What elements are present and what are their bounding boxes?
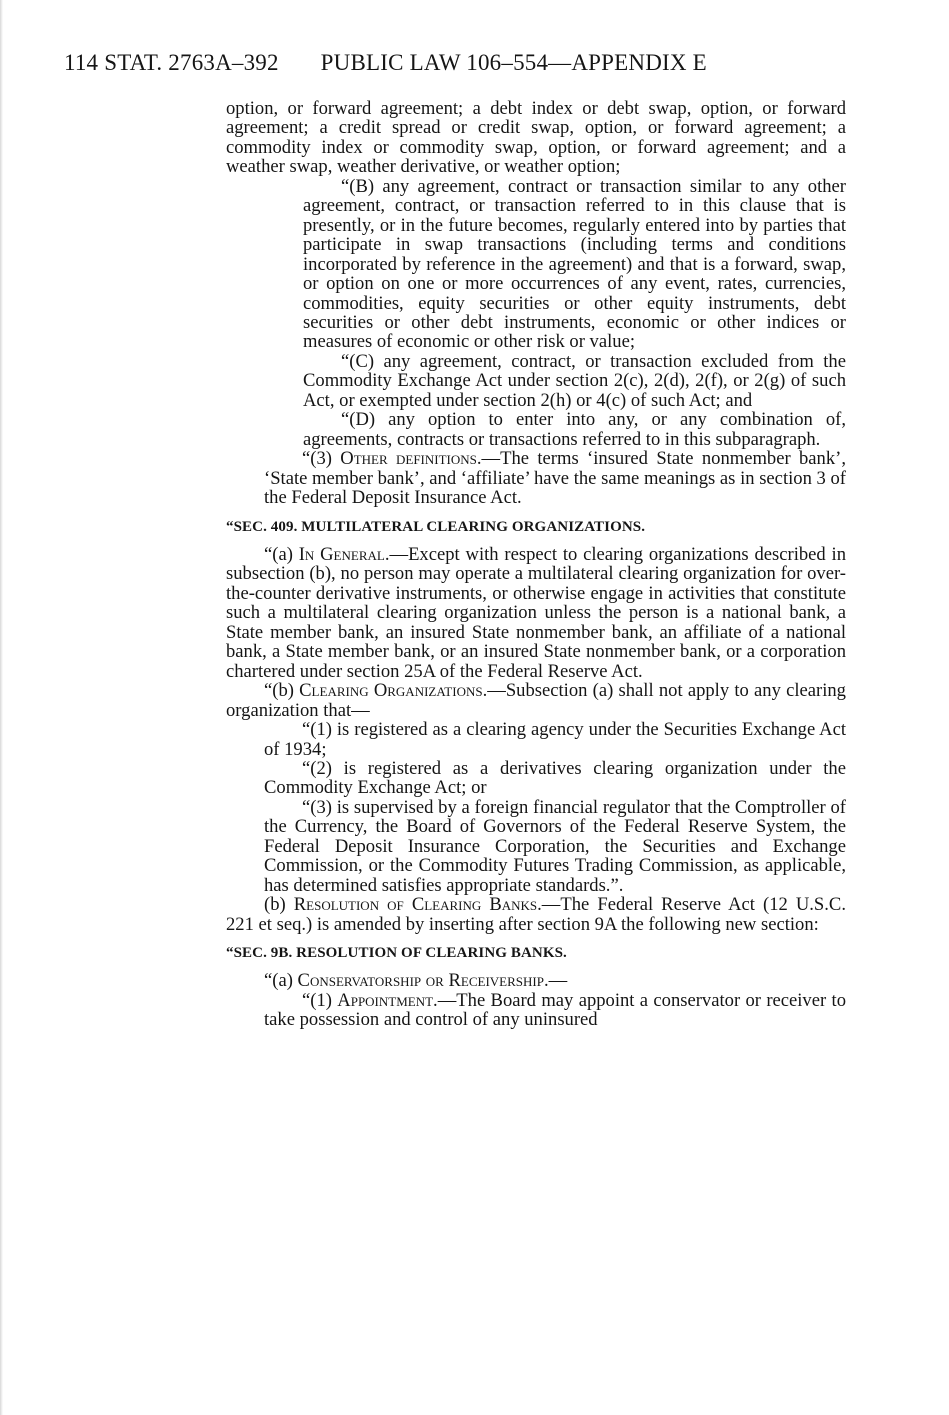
paragraph-409b1: “(1) is registered as a clearing agency under the Securities Exchange Act of 1934; bbox=[264, 719, 846, 760]
paragraph-409b bbox=[226, 681, 846, 720]
paragraph-b-resolution bbox=[226, 895, 846, 934]
paragraph-caption: Resolution of Clearing Banks bbox=[293, 894, 538, 916]
paragraph-number: “(a) bbox=[264, 543, 299, 565]
section-409-heading: “SEC. 409. MULTILATERAL CLEARING ORGANIZATIONS. bbox=[226, 518, 646, 535]
paragraph-409b2: “(2) is registered as a derivatives clearing organization under the Commodity Exchange Act; or bbox=[264, 757, 846, 799]
page-edge-shadow bbox=[0, 0, 3, 1415]
paragraph-text: .—The Federal Reserve Act (12 U.S.C. 221 et seq.) is amended by inserting after section 9A the following new section: bbox=[226, 894, 846, 935]
paragraph-9b-a1 bbox=[264, 991, 846, 1030]
paragraph-caption: Conservatorship or Receivership bbox=[297, 970, 544, 992]
paragraph-number: “(a) bbox=[264, 970, 298, 992]
paragraph-text: .—The Board may appoint a conservator or receiver to take possession and control of any uninsured bbox=[264, 989, 846, 1031]
paragraph-409a bbox=[226, 545, 846, 681]
law-title: PUBLIC LAW 106–554—APPENDIX E bbox=[320, 50, 707, 75]
paragraph-text: .— bbox=[543, 970, 568, 992]
paragraph-409b3: “(3) is supervised by a foreign financial regulator that the Comptroller of the Currency, the Board of Governors of the Federal Reserve System, the Federal Deposit Insurance Corporation, the Securities and Exchange Commission, or the Commodity Futures Trading Commission, as applicable, has determined satisfies appropriate standards.”. bbox=[264, 796, 846, 896]
paragraph-C: “(C) any agreement, contract, or transaction excluded from the Commodity Exchange Act under section 2(c), 2(d), 2(f), or 2(g) of such Act, or exempted under section 2(h) or 4(c) of such Act; and bbox=[303, 350, 846, 411]
paragraph-text: .—The terms ‘insured State nonmember bank’, ‘State member bank’, and ‘affiliate’ have the same meanings as in section 3 of the Federal Deposit Insurance Act. bbox=[264, 448, 846, 509]
paragraph-caption: In General bbox=[298, 543, 385, 565]
paragraph-caption: Other definitions bbox=[340, 448, 477, 470]
paragraph-number: (b) bbox=[264, 894, 294, 916]
paragraph-caption: Clearing Organizations bbox=[299, 680, 483, 702]
page-reference: 114 STAT. 2763A–392 bbox=[64, 50, 279, 75]
paragraph-other-definitions bbox=[264, 449, 846, 507]
paragraph-number: “(1) bbox=[302, 989, 338, 1011]
running-header bbox=[64, 50, 707, 76]
paragraph-number: “(3) bbox=[302, 448, 341, 470]
paragraph-caption: Appointment bbox=[337, 989, 434, 1011]
paragraph-9b-a bbox=[226, 971, 846, 990]
section-9b-heading: “SEC. 9B. RESOLUTION OF CLEARING BANKS. bbox=[226, 945, 567, 962]
paragraph-B: “(B) any agreement, contract or transaction similar to any other agreement, contract, or transaction referred to in this clause that is presently, or in the future becomes, regularly entered into by parties that participate in swap transactions (including terms and conditions incorporated by reference in the agreement) and that is a forward, swap, or option on one or more occurrences of any event, rates, currencies, commodities, equity securities or other equity instruments, debt securities or other debt instruments, economic or other indices or measures of economic or other risk or value; bbox=[303, 175, 846, 353]
paragraph-text: .—Subsection (a) shall not apply to any clearing organization that— bbox=[226, 680, 846, 721]
paragraph-D: “(D) any option to enter into any, or any combination of, agreements, contracts or transactions referred to in this subparagraph. bbox=[303, 409, 846, 450]
paragraph-number: “(b) bbox=[264, 680, 300, 702]
paragraph-swaps-continued: option, or forward agreement; a debt index or debt swap, option, or forward agreement; a credit spread or credit swap, option, or forward agreement; a commodity index or commodity swap, option, or forward agreement; and a weather swap, weather derivative, or weather option; bbox=[226, 98, 846, 178]
paragraph-text: .—Except with respect to clearing organizations described in subsection (b), no person may operate a multilateral clearing organization for over-the-counter derivative instruments, or otherwise engage in activities that constitute such a multilateral clearing organization unless the person is a national bank, a State member bank, an insured State nonmember bank, an affiliate of a national bank, a State member bank, or an insured State nonmember bank, or a corporation chartered under section 25A of the Federal Reserve Act. bbox=[226, 543, 846, 682]
statute-body bbox=[226, 99, 846, 1030]
